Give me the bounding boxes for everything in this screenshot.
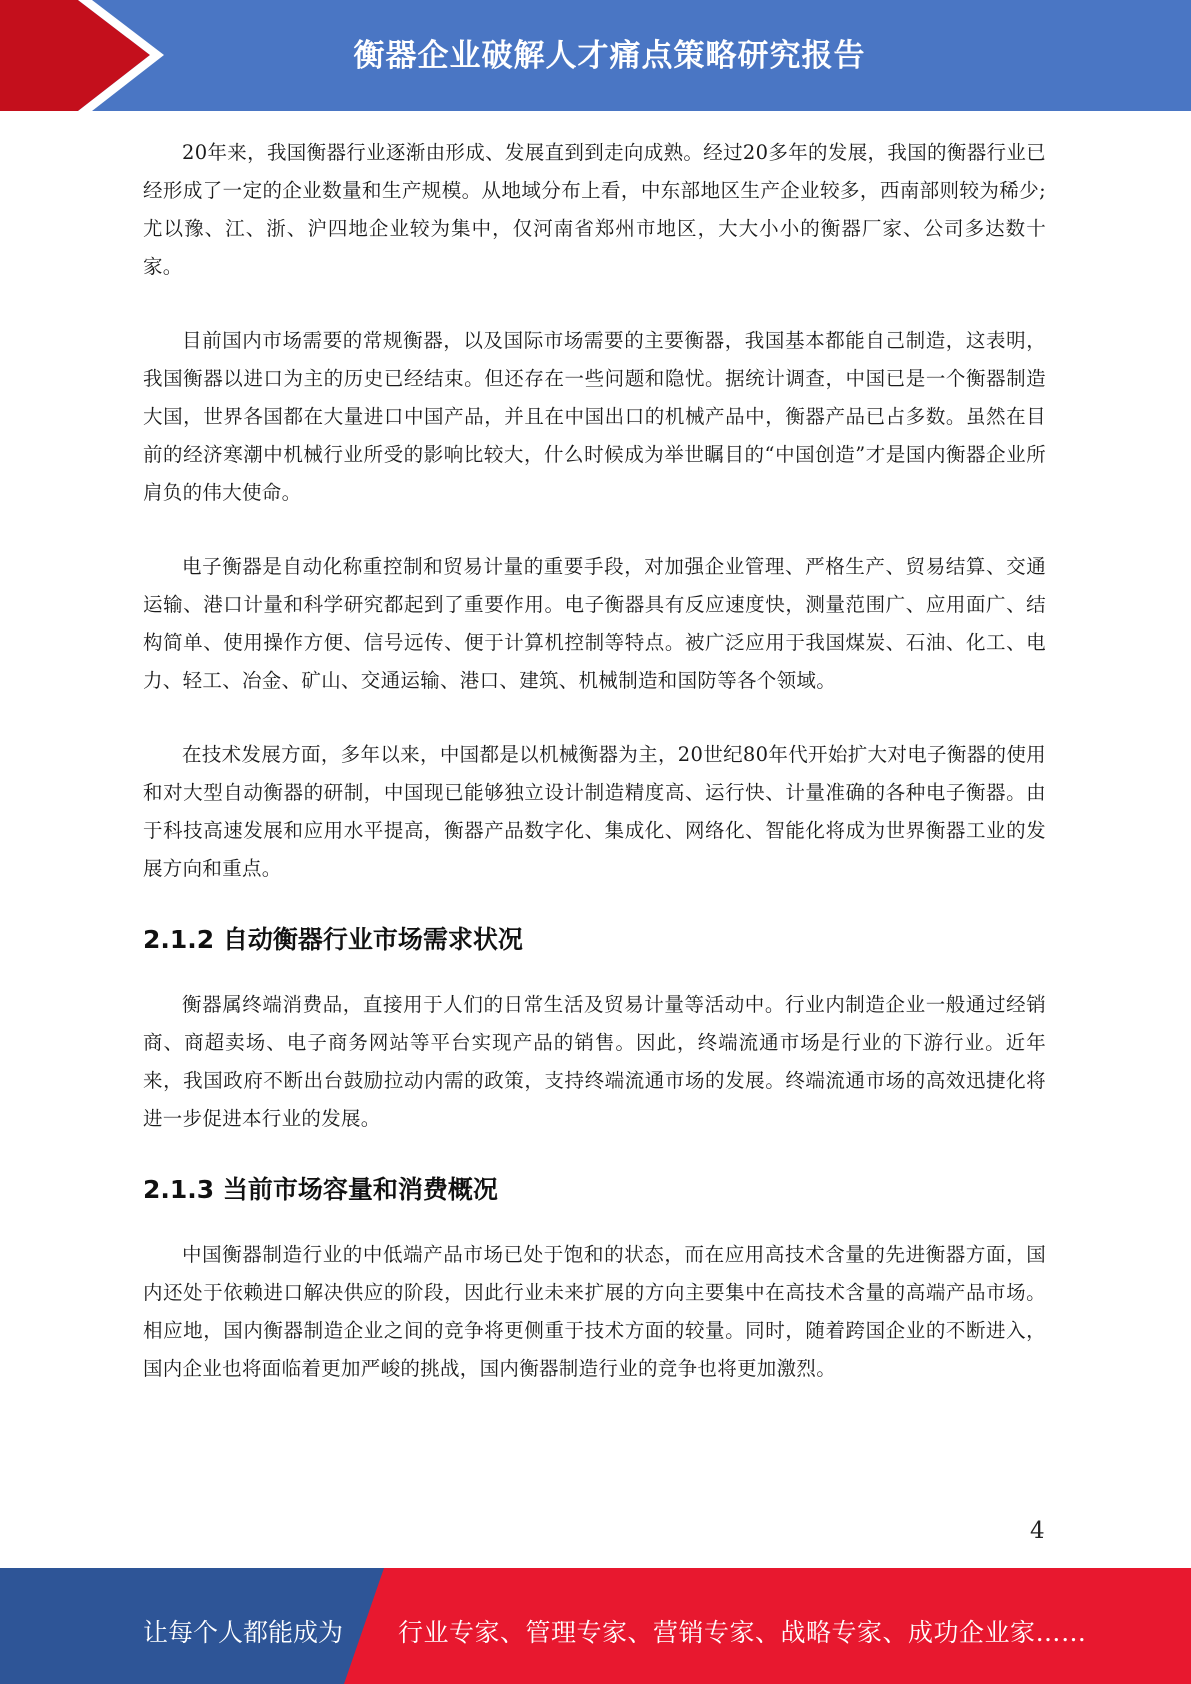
page-header [0,0,1191,111]
paragraph: 在技术发展方面，多年以来，中国都是以机械衡器为主，20世纪80年代开始扩大对电子衡器的使用和对大型自动衡器的研制，中国现已能够独立设计制造精度高、运行快、计量准确的各种电子衡器。由于科技高速发展和应用水平提高，衡器产品数字化、集成化、网络化、智能化将成为世界衡器工业的发展方向和重点。 [143,743,1046,880]
section-heading: 2.1.2 自动衡器行业市场需求状况 [143,925,523,954]
paragraph: 衡器属终端消费品，直接用于人们的日常生活及贸易计量等活动中。行业内制造企业一般通过经销商、商超卖场、电子商务网站等平台实现产品的销售。因此，终端流通市场是行业的下游行业。近年来，我国政府不断出台鼓励拉动内需的政策，支持终端流通市场的发展。终端流通市场的高效迅捷化将进一步促进本行业的发展。 [143,993,1046,1130]
page-footer [0,1568,1191,1684]
footer-slogan-right: 行业专家、管理专家、营销专家、战略专家、成功企业家…… [398,1618,1087,1647]
page-body [143,134,1046,1424]
paragraph: 电子衡器是自动化称重控制和贸易计量的重要手段，对加强企业管理、严格生产、贸易结算、交通运输、港口计量和科学研究都起到了重要作用。电子衡器具有反应速度快，测量范围广、应用面广、结构简单、使用操作方便、信号远传、便于计算机控制等特点。被广泛应用于我国煤炭、石油、化工、电力、轻工、冶金、矿山、交通运输、港口、建筑、机械制造和国防等各个领域。 [143,555,1046,692]
paragraph: 目前国内市场需要的常规衡器，以及国际市场需要的主要衡器，我国基本都能自己制造，这表明，我国衡器以进口为主的历史已经结束。但还存在一些问题和隐忧。据统计调查，中国已是一个衡器制造大国，世界各国都在大量进口中国产品，并且在中国出口的机械产品中，衡器产品已占多数。虽然在目前的经济寒潮中机械行业所受的影响比较大，什么时候成为举世瞩目的“中国创造”才是国内衡器企业所肩负的伟大使命。 [143,329,1046,504]
page-number: 4 [1030,1518,1045,1544]
paragraph: 中国衡器制造行业的中低端产品市场已处于饱和的状态，而在应用高技术含量的先进衡器方面，国内还处于依赖进口解决供应的阶段，因此行业未来扩展的方向主要集中在高技术含量的高端产品市场。相应地，国内衡器制造企业之间的竞争将更侧重于技术方面的较量。同时，随着跨国企业的不断进入，国内企业也将面临着更加严峻的挑战，国内衡器制造行业的竞争也将更加激烈。 [143,1243,1046,1380]
document-title: 衡器企业破解人才痛点策略研究报告 [353,38,866,74]
footer-slogan-left: 让每个人都能成为 [143,1618,344,1647]
section-heading: 2.1.3 当前市场容量和消费概况 [143,1175,498,1204]
paragraph: 20年来，我国衡器行业逐渐由形成、发展直到到走向成熟。经过20多年的发展，我国的衡器行业已经形成了一定的企业数量和生产规模。从地域分布上看，中东部地区生产企业较多，西南部则较为稀少;尤以豫、江、浙、沪四地企业较为集中，仅河南省郑州市地区，大大小小的衡器厂家、公司多达数十家。 [143,141,1046,278]
